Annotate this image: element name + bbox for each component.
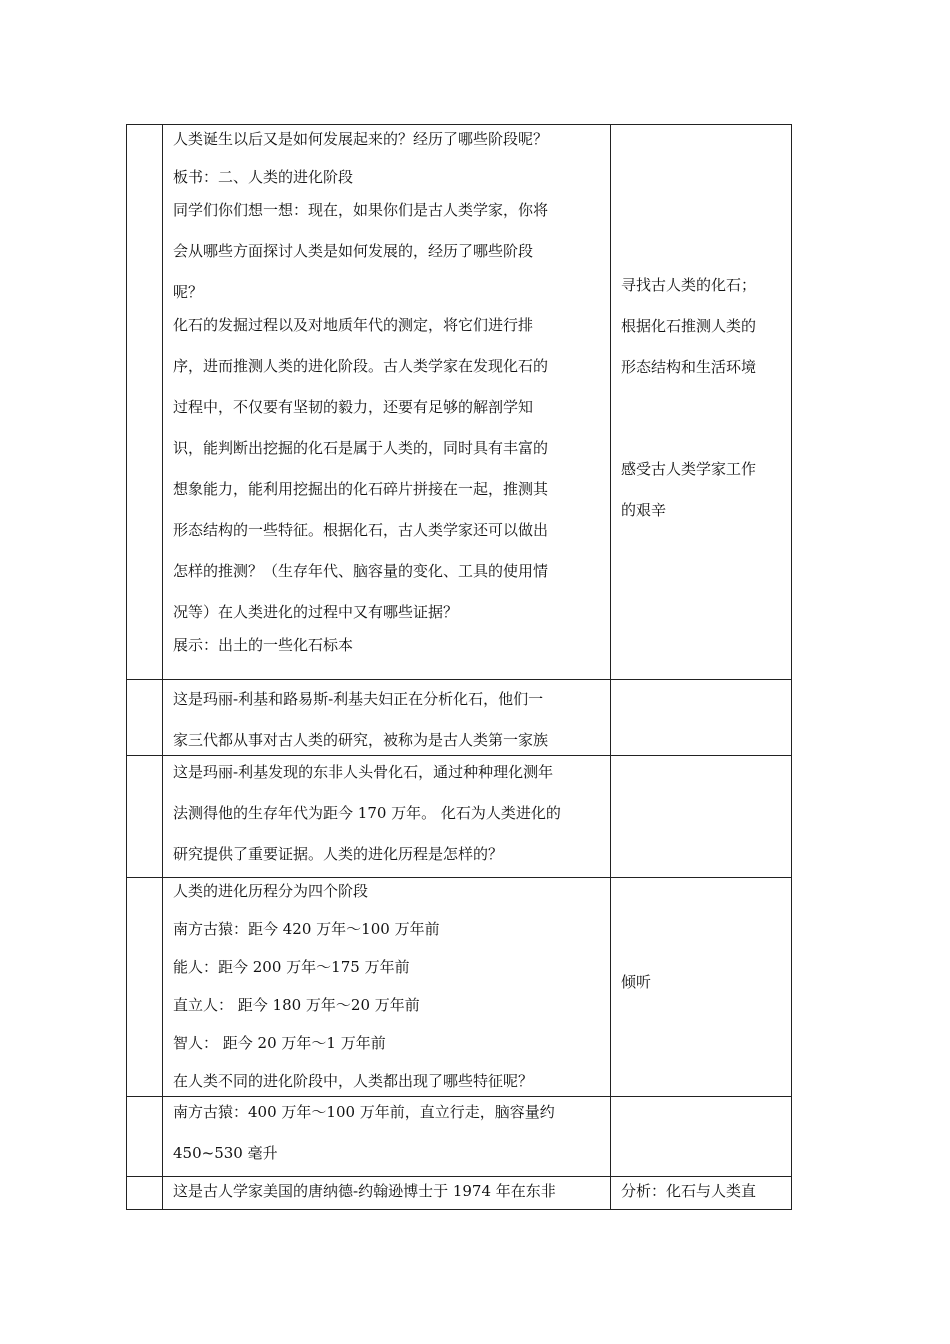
text-line: 序，进而推测人类的进化阶段。古人类学家在发现化石的 (173, 357, 549, 375)
text-line: 况等）在人类进化的过程中又有哪些证据？ (173, 603, 459, 621)
text-line: 形态结构的一些特征。根据化石，古人类学家还可以做出 (173, 521, 549, 539)
blank-cell (127, 1177, 163, 1210)
text-line: 分析：化石与人类直 (621, 1182, 757, 1200)
table-row (127, 125, 792, 680)
text-line: 450~530 毫升 (173, 1144, 278, 1162)
table-row (127, 756, 792, 878)
text-line: 能人：距今 200 万年～175 万年前 (173, 958, 410, 976)
text-line: 展示：出土的一些化石标本 (173, 636, 354, 654)
text-line: 会从哪些方面探讨人类是如何发展的，经历了哪些阶段 (173, 242, 534, 260)
content-cell (163, 680, 611, 756)
activity-cell (611, 1177, 792, 1210)
table-row (127, 878, 792, 1097)
text-line: 家三代都从事对古人类的研究，被称为是古人类第一家族 (173, 731, 549, 749)
lesson-table (126, 124, 792, 1210)
activity-cell (611, 756, 792, 878)
text-line: 形态结构和生活环境 (621, 358, 757, 376)
blank-cell (127, 125, 163, 680)
text-line: 倾听 (621, 973, 652, 991)
text-line: 过程中，不仅要有坚韧的毅力，还要有足够的解剖学知 (173, 398, 534, 416)
text-line: 根据化石推测人类的 (621, 317, 757, 335)
text-line: 呢？ (173, 283, 204, 301)
text-line: 怎样的推测？（生存年代、脑容量的变化、工具的使用情 (173, 562, 549, 580)
text-line: 法测得他的生存年代为距今 170 万年。 化石为人类进化的 (173, 804, 561, 822)
text-line: 这是古人学家美国的唐纳德-约翰逊博士于 1974 年在东非 (173, 1182, 556, 1200)
text-line: 寻找古人类的化石； (621, 276, 757, 294)
text-line: 南方古猿：400 万年～100 万年前，直立行走，脑容量约 (173, 1103, 555, 1121)
text-line: 人类诞生以后又是如何发展起来的？经历了哪些阶段呢？ (173, 130, 549, 148)
activity-cell (611, 878, 792, 1097)
text-line: 在人类不同的进化阶段中，人类都出现了哪些特征呢？ (173, 1072, 534, 1090)
text-line: 感受古人类学家工作 (621, 460, 757, 478)
text-line: 人类的进化历程分为四个阶段 (173, 882, 369, 900)
text-line: 想象能力，能利用挖掘出的化石碎片拼接在一起，推测其 (173, 480, 549, 498)
text-line: 板书：二、人类的进化阶段 (173, 168, 354, 186)
text-line: 识，能判断出挖掘的化石是属于人类的，同时具有丰富的 (173, 439, 549, 457)
text-line: 这是玛丽-利基和路易斯-利基夫妇正在分析化石，他们一 (173, 690, 544, 708)
text-line: 化石的发掘过程以及对地质年代的测定，将它们进行排 (173, 316, 534, 334)
content-cell (163, 1097, 611, 1177)
activity-cell (611, 680, 792, 756)
table-row (127, 680, 792, 756)
blank-cell (127, 1097, 163, 1177)
activity-cell (611, 125, 792, 680)
text-line: 智人： 距今 20 万年～1 万年前 (173, 1034, 386, 1052)
blank-cell (127, 756, 163, 878)
text-line: 这是玛丽-利基发现的东非人头骨化石，通过种种理化测年 (173, 763, 554, 781)
text-line: 直立人： 距今 180 万年～20 万年前 (173, 996, 420, 1014)
table-row (127, 1177, 792, 1210)
blank-cell (127, 878, 163, 1097)
text-line: 南方古猿：距今 420 万年～100 万年前 (173, 920, 440, 938)
content-cell (163, 125, 611, 680)
content-cell (163, 756, 611, 878)
text-line: 研究提供了重要证据。人类的进化历程是怎样的？ (173, 845, 504, 863)
blank-cell (127, 680, 163, 756)
table-row (127, 1097, 792, 1177)
content-cell (163, 1177, 611, 1210)
text-line: 的艰辛 (621, 501, 667, 519)
activity-cell (611, 1097, 792, 1177)
content-cell (163, 878, 611, 1097)
text-line: 同学们你们想一想：现在，如果你们是古人类学家，你将 (173, 201, 549, 219)
